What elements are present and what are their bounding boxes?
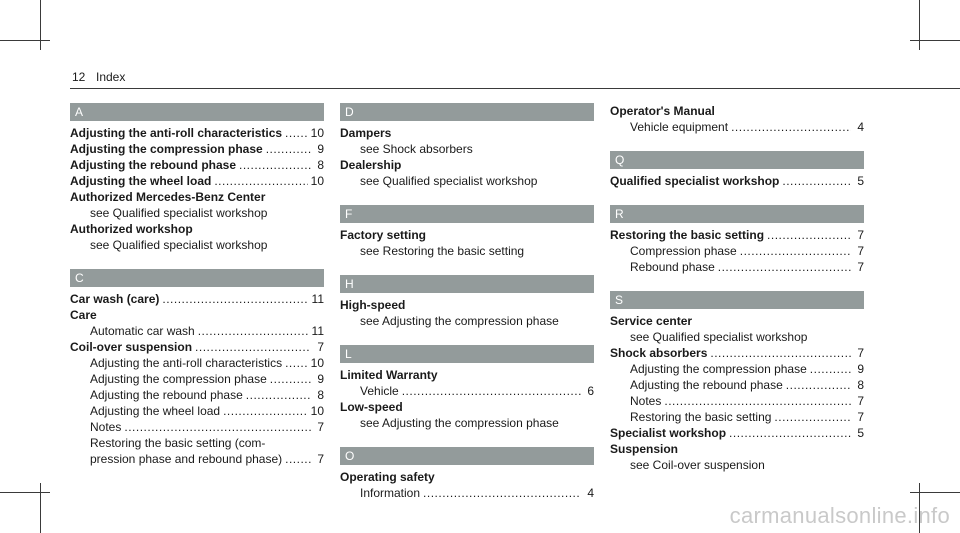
dot-leader <box>198 323 309 339</box>
dot-leader <box>246 387 311 403</box>
dot-leader <box>710 345 851 361</box>
index-subentry <box>610 457 864 473</box>
entry-text: High-speed <box>340 298 406 312</box>
entry-text: see Qualified specialist workshop <box>630 330 808 344</box>
entry-text: Adjusting the compression phase <box>70 142 263 156</box>
index-entry[interactable] <box>610 345 864 361</box>
dot-leader <box>718 259 851 275</box>
index-subentry[interactable] <box>610 409 864 425</box>
index-subentry[interactable] <box>610 119 864 135</box>
dot-leader <box>740 243 851 259</box>
crop-mark <box>0 40 50 41</box>
dot-leader <box>285 451 311 467</box>
dot-leader <box>423 485 581 501</box>
entry-text: pression phase and rebound phase) <box>90 452 283 466</box>
index-subentry[interactable] <box>340 485 594 501</box>
index-subentry <box>340 415 594 431</box>
index-subentry <box>340 173 594 189</box>
index-subentry[interactable] <box>610 393 864 409</box>
page-ref[interactable]: 9 <box>857 362 864 376</box>
page-ref[interactable]: 7 <box>317 340 324 354</box>
crop-mark <box>910 492 960 493</box>
index-entry <box>70 189 324 205</box>
index-subentry[interactable] <box>610 377 864 393</box>
section-header: F <box>340 205 594 223</box>
entry-text: Low-speed <box>340 400 403 414</box>
entry-text: Adjusting the rebound phase <box>90 388 243 402</box>
entry-text: see Qualified specialist workshop <box>90 206 268 220</box>
section-header: Q <box>610 151 864 169</box>
index-entry <box>610 313 864 329</box>
section-header: O <box>340 447 594 465</box>
entry-text: Automatic car wash <box>90 324 195 338</box>
page-ref[interactable]: 9 <box>317 142 324 156</box>
entry-text: Compression phase <box>630 244 737 258</box>
dot-leader <box>664 393 851 409</box>
index-subentry <box>340 243 594 259</box>
index-subentry[interactable] <box>70 371 324 387</box>
entry-text: see Shock absorbers <box>360 142 473 156</box>
index-subentry <box>340 141 594 157</box>
page-ref[interactable]: 7 <box>857 244 864 258</box>
index-column-3 <box>610 103 864 473</box>
section-header: H <box>340 275 594 293</box>
entry-text: see Adjusting the compression phase <box>360 416 559 430</box>
crop-mark <box>0 492 50 493</box>
index-subentry <box>70 237 324 253</box>
dot-leader <box>239 157 311 173</box>
entry-text: Dampers <box>340 126 392 140</box>
entry-text: Information <box>360 486 421 500</box>
index-entry <box>610 103 864 119</box>
section-header: S <box>610 291 864 309</box>
page-ref[interactable]: 7 <box>317 420 324 434</box>
dot-leader <box>162 291 308 307</box>
dot-leader <box>774 409 851 425</box>
entry-text: Notes <box>90 420 122 434</box>
index-entry <box>340 125 594 141</box>
page-ref[interactable]: 7 <box>857 346 864 360</box>
entry-text: Authorized Mercedes-Benz Center <box>70 190 266 204</box>
page-ref[interactable]: 4 <box>857 120 864 134</box>
page-ref[interactable]: 8 <box>317 388 324 402</box>
page-title: Index <box>96 70 126 84</box>
entry-text: see Qualified specialist workshop <box>360 174 538 188</box>
dot-leader <box>214 173 307 189</box>
page-ref[interactable]: 7 <box>317 452 324 466</box>
entry-text: Adjusting the anti-roll characteristics <box>70 126 283 140</box>
page-ref[interactable]: 5 <box>857 426 864 440</box>
index-entry[interactable] <box>70 125 324 141</box>
index-entry[interactable] <box>70 141 324 157</box>
index-entry <box>610 441 864 457</box>
crop-mark <box>919 0 920 50</box>
index-entry <box>340 297 594 313</box>
page-ref[interactable]: 8 <box>857 378 864 392</box>
index-entry <box>340 469 594 485</box>
dot-leader <box>266 141 311 157</box>
entry-text: Adjusting the rebound phase <box>630 378 783 392</box>
crop-mark <box>910 40 960 41</box>
index-subentry[interactable] <box>70 323 324 339</box>
entry-text: Limited Warranty <box>340 368 438 382</box>
entry-text: Vehicle <box>360 384 399 398</box>
index-column-1 <box>70 103 324 467</box>
index-entry[interactable] <box>610 227 864 243</box>
section-header: D <box>340 103 594 121</box>
index-entry <box>340 367 594 383</box>
index-entry <box>340 227 594 243</box>
entry-text: Qualified specialist workshop <box>610 174 780 188</box>
entry-text: see Restoring the basic setting <box>360 244 525 258</box>
index-entry[interactable] <box>70 157 324 173</box>
entry-text: Adjusting the wheel load <box>90 404 221 418</box>
index-subentry[interactable] <box>610 243 864 259</box>
index-subentry[interactable] <box>70 403 324 419</box>
entry-text: Restoring the basic setting <box>630 410 772 424</box>
crop-mark <box>40 0 41 50</box>
entry-text: Shock absorbers <box>610 346 708 360</box>
entry-text: Adjusting the compression phase <box>630 362 807 376</box>
dot-leader <box>786 377 851 393</box>
dot-leader <box>810 361 851 377</box>
index-subentry <box>340 313 594 329</box>
entry-text: Factory setting <box>340 228 427 242</box>
entry-text: Restoring the basic setting (com- <box>90 436 266 450</box>
dot-leader <box>195 339 311 355</box>
index-subentry[interactable] <box>610 259 864 275</box>
page-ref[interactable]: 7 <box>857 410 864 424</box>
entry-text: see Coil-over suspension <box>630 458 765 472</box>
index-subentry[interactable] <box>70 355 324 371</box>
dot-leader <box>729 425 851 441</box>
entry-text: Suspension <box>610 442 679 456</box>
page-ref[interactable]: 10 <box>310 356 324 370</box>
entry-text: Adjusting the wheel load <box>70 174 212 188</box>
page-ref[interactable]: 5 <box>857 174 864 188</box>
entry-text: see Adjusting the compression phase <box>360 314 559 328</box>
page-ref[interactable]: 9 <box>317 372 324 386</box>
index-subentry[interactable] <box>610 361 864 377</box>
index-entry[interactable] <box>70 173 324 189</box>
section-header: L <box>340 345 594 363</box>
page-ref[interactable]: 10 <box>310 126 324 140</box>
index-entry[interactable] <box>70 291 324 307</box>
entry-text: Coil-over suspension <box>70 340 193 354</box>
index-entry <box>340 157 594 173</box>
index-entry[interactable] <box>610 425 864 441</box>
dot-leader <box>124 419 311 435</box>
index-subentry[interactable] <box>70 419 324 435</box>
section-header: A <box>70 103 324 121</box>
watermark: carmanualsonline.info <box>729 503 950 528</box>
entry-text: Restoring the basic setting <box>610 228 765 242</box>
dot-leader <box>223 403 308 419</box>
page-ref[interactable]: 7 <box>857 228 864 242</box>
section-header: C <box>70 269 324 287</box>
entry-text: Dealership <box>340 158 402 172</box>
dot-leader <box>782 173 851 189</box>
index-entry <box>70 307 324 323</box>
index-subentry <box>610 329 864 345</box>
entry-text: Service center <box>610 314 693 328</box>
dot-leader <box>270 371 311 387</box>
entry-text: Rebound phase <box>630 260 715 274</box>
entry-text: Adjusting the anti-roll characteristics <box>90 356 283 370</box>
index-subentry[interactable] <box>70 387 324 403</box>
page-ref[interactable]: 7 <box>857 260 864 274</box>
page-ref[interactable]: 11 <box>311 324 324 338</box>
entry-text: Car wash (care) <box>70 292 160 306</box>
index-subentry <box>70 435 324 451</box>
index-entry <box>70 221 324 237</box>
index-entry <box>340 399 594 415</box>
entry-text: Operating safety <box>340 470 435 484</box>
page-ref[interactable]: 10 <box>310 404 324 418</box>
page-ref[interactable]: 6 <box>587 384 594 398</box>
entry-text: Operator's Manual <box>610 104 715 118</box>
entry-text: Specialist workshop <box>610 426 727 440</box>
index-subentry[interactable] <box>340 383 594 399</box>
index-column-2 <box>340 103 594 501</box>
page-ref[interactable]: 10 <box>310 174 324 188</box>
entry-text: Care <box>70 308 97 322</box>
header-rule <box>70 88 960 89</box>
dot-leader <box>402 383 581 399</box>
dot-leader <box>285 125 308 141</box>
index-subentry[interactable] <box>70 451 324 467</box>
dot-leader <box>767 227 851 243</box>
dot-leader <box>285 355 308 371</box>
page-number: 12 <box>72 70 86 84</box>
page-ref[interactable]: 8 <box>317 158 324 172</box>
index-subentry <box>70 205 324 221</box>
page-ref[interactable]: 11 <box>311 292 324 306</box>
crop-mark <box>40 483 41 533</box>
entry-text: Vehicle equipment <box>630 120 729 134</box>
entry-text: see Qualified specialist workshop <box>90 238 268 252</box>
dot-leader <box>731 119 851 135</box>
entry-text: Adjusting the compression phase <box>90 372 267 386</box>
entry-text: Adjusting the rebound phase <box>70 158 237 172</box>
section-header: R <box>610 205 864 223</box>
entry-text: Authorized workshop <box>70 222 193 236</box>
index-entry[interactable] <box>70 339 324 355</box>
page-ref[interactable]: 4 <box>587 486 594 500</box>
entry-text: Notes <box>630 394 662 408</box>
page-ref[interactable]: 7 <box>857 394 864 408</box>
index-entry[interactable] <box>610 173 864 189</box>
